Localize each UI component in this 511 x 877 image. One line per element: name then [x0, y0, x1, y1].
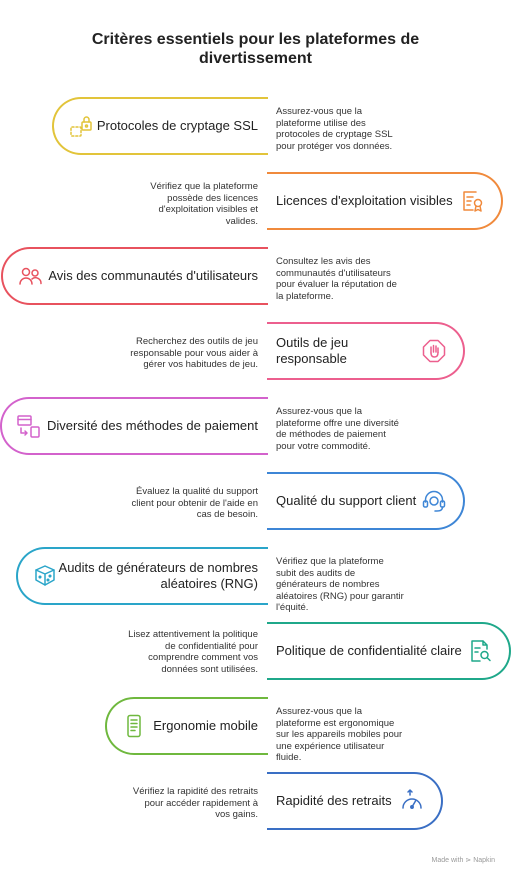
description-rng: Vérifiez que la plateforme subit des audits de générateurs de nombres aléatoires (RNG) pour garantir l'équité. [276, 556, 404, 613]
pill-label: Protocoles de cryptage SSL [96, 118, 258, 133]
lock-icon [68, 113, 94, 139]
users-icon [17, 263, 43, 289]
speedometer-icon [399, 788, 425, 814]
pill-confidentialite [267, 622, 511, 680]
description-licences: Vérifiez que la plateforme possède des licences d'exploitation visibles et valides. [150, 181, 258, 227]
pill-label: Avis des communautés d'utilisateurs [48, 268, 258, 283]
stop-hand-icon [421, 338, 447, 364]
pill-paiement [0, 397, 268, 455]
napkin-credit: Made with ⋗ Napkin [431, 857, 495, 864]
description-paiement: Assurez-vous que la plateforme offre une diversité de méthodes de paiement pour votre commodité. [276, 406, 399, 452]
description-retraits: Vérifiez la rapidité des retraits pour accéder rapidement à vos gains. [132, 786, 258, 820]
pill-label: Diversité des méthodes de paiement [46, 418, 258, 433]
title-line-1: Critères essentiels pour les plateformes de [91, 31, 420, 48]
pill-label [59, 560, 268, 592]
pill-retraits [267, 772, 443, 830]
description-support: Évaluez la qualité du support client pour obtenir de l'aide en cas de besoin. [131, 486, 258, 520]
description-avis: Consultez les avis des communautés d'utilisateurs pour évaluer la réputation de la plateforme. [276, 256, 397, 302]
pill-jeu-responsable [267, 322, 465, 380]
headset-icon [421, 488, 447, 514]
pill-label: Politique de confidentialité claire [276, 643, 462, 658]
description-ssl: Assurez-vous que la plateforme utilise des protocoles de cryptage SSL pour protéger vos données. [276, 106, 393, 152]
page-title [0, 30, 511, 68]
mobile-icon [121, 713, 147, 739]
title-line-2: divertissement [199, 50, 312, 67]
pill-label: Licences d'exploitation visibles [276, 193, 453, 208]
pill-label: Ergonomie mobile [153, 718, 258, 733]
pill-label: Qualité du support client [276, 493, 417, 508]
pill-label-line-1: Audits de générateurs de nombres [58, 560, 258, 575]
pill-label: Outils de jeu responsable [276, 335, 349, 366]
pill-label-line-2: aléatoires (RNG) [160, 576, 258, 591]
description-ergonomie: Assurez-vous que la plateforme est ergonomique sur les appareils mobiles pour une expérience utilisateur fluide. [276, 706, 403, 763]
payment-icon [16, 413, 42, 439]
pill-ssl [52, 97, 268, 155]
pill-licences [267, 172, 503, 230]
document-search-icon [467, 638, 493, 664]
pill-ergonomie [105, 697, 268, 755]
description-jeu-responsable: Recherchez des outils de jeu responsable pour vous aider à gérer vos habitudes de jeu. [130, 336, 258, 370]
pill-rng [16, 547, 268, 605]
pill-avis [1, 247, 268, 305]
certificate-icon [459, 188, 485, 214]
pill-support [267, 472, 465, 530]
description-confidentialite: Lisez attentivement la politique de confidentialité pour comprendre comment vos données sont utilisées. [128, 629, 258, 675]
dice-icon [32, 563, 58, 589]
pill-label: Rapidité des retraits [276, 793, 392, 808]
